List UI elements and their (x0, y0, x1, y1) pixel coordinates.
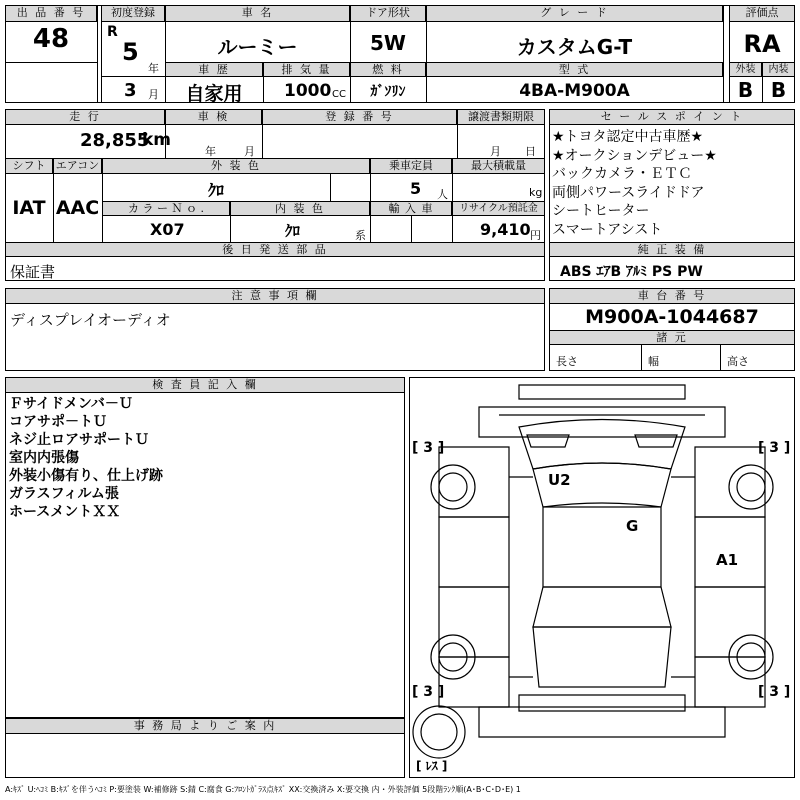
tire-rear-left-value: 3 (423, 684, 434, 700)
recycle-label: リサイクル預託金 (452, 201, 545, 216)
inspector-line: ホースメントＸＸ (9, 504, 121, 520)
capacity: 5 (410, 179, 422, 198)
score-label: 評価点 (729, 5, 795, 22)
recycle: 9,410 (480, 220, 531, 239)
transfer-day-unit: 日 (525, 145, 536, 158)
damage-mark-g: G (626, 517, 639, 535)
car-name-label: 車 名 (165, 5, 350, 22)
grade: カスタムG-T (516, 35, 633, 59)
sales-points-list (552, 128, 792, 239)
car-diagram (409, 377, 795, 778)
sales-point-item: ★オークションデビュー★ (552, 147, 717, 164)
inspector-line: ネジ止ロアサポートＵ (9, 432, 149, 448)
spec-label: 諸 元 (549, 330, 795, 345)
inspector-line: Ｆサイドメンバ－Ｕ (9, 396, 133, 412)
transfer-month-unit: 月 (490, 145, 501, 158)
month: 3 (124, 80, 137, 101)
aircon: AAC (55, 197, 100, 219)
capacity-label: 乗車定員 (370, 158, 452, 174)
exterior-grade: B (737, 78, 754, 102)
displacement-label: 排 気 量 (263, 62, 350, 77)
spare-tire-value: ﾚｽ (425, 759, 438, 773)
first-reg-label: 初度登録 (101, 5, 165, 22)
inspector-line: ガラスフィルム張 (9, 486, 119, 502)
inspector-line: コアサポ－トＵ (9, 414, 107, 430)
fuel: ｶﾞｿﾘﾝ (370, 84, 406, 100)
door-label: ドア形状 (350, 5, 426, 22)
inspection-month-unit: 月 (244, 145, 255, 158)
damage-mark-u2: U2 (548, 471, 571, 489)
damage-mark-a1: A1 (716, 551, 739, 569)
sales-point-item: ★トヨタ認定中古車歴★ (552, 129, 704, 145)
rear-parts-label: 後 日 発 送 部 品 (5, 242, 545, 257)
shift-label: シフト (5, 158, 53, 174)
year-unit: 年 (148, 62, 159, 75)
tire-front-right-value: 3 (769, 440, 780, 456)
inspector-notes (9, 395, 399, 521)
int-color-label: 内 装 色 (230, 201, 370, 216)
max-load-label: 最大積載量 (452, 158, 545, 174)
ext-color: ｸﾛ (207, 181, 224, 200)
notes: ディスプレイオーディオ (10, 311, 171, 329)
exterior-label: 外装 (729, 62, 762, 77)
tire-front-left-value: 3 (423, 440, 434, 456)
tire-front-right: [ 3 ] (758, 440, 791, 456)
month-unit: 月 (148, 88, 159, 101)
year: 5 (122, 38, 139, 66)
sales-points-label: セ ー ル ス ポ イ ン ト (549, 109, 795, 125)
sales-point-item: 両側パワースライドドア (552, 184, 705, 201)
capacity-unit: 人 (437, 188, 448, 201)
color-no-label: カ ラ ー Ｎ ｏ . (102, 201, 230, 216)
tire-rear-right-value: 3 (769, 684, 780, 700)
transfer-doc-label: 譲渡書類期限 (457, 109, 545, 125)
notes-label: 注 意 事 項 欄 (5, 288, 545, 304)
era: R (107, 24, 118, 40)
sales-point-item: スマートアシスト (552, 221, 663, 238)
sales-point-item: シートヒーター (552, 203, 650, 219)
mileage-unit: km (142, 130, 172, 150)
registration-label: 登 録 番 号 (262, 109, 457, 125)
fuel-label: 燃 料 (350, 62, 426, 77)
displacement: 1000 (284, 81, 332, 101)
model: 4BA-M900A (519, 81, 630, 101)
rear-parts: 保証書 (10, 263, 56, 281)
shift: IAT (12, 197, 46, 219)
history-label: 車 歴 (165, 62, 263, 77)
mileage-label: 走 行 (5, 109, 165, 125)
office-label: 事 務 局 よ り ご 案 内 (5, 718, 405, 734)
legend: A:ｷｽﾞ U:ﾍｺﾐ B:ｷｽﾞを伴うﾍｺﾐ P:要塗装 W:補修跡 S:錆 C:腐食 G:ﾌﾛﾝﾄｶﾞﾗｽ点ｷｽﾞ XX:交換済み X:要交換 内・外装評価 5段階ﾗﾝｸ順(A･B･C･D･E) 1 (5, 785, 521, 794)
int-color-unit: 系 (355, 229, 366, 242)
max-load-unit: kg (529, 186, 543, 199)
history: 自家用 (185, 83, 243, 105)
lot-number: 48 (32, 24, 70, 54)
ext-color-label: 外 装 色 (102, 158, 370, 174)
displacement-unit: CC (332, 89, 346, 100)
inspector-line: 外装小傷有り、仕上げ跡 (9, 468, 163, 484)
score: RA (743, 30, 781, 58)
chassis-label: 車 台 番 号 (549, 288, 795, 304)
height-label: 高さ (727, 355, 749, 368)
tire-rear-left: [ 3 ] (412, 684, 445, 700)
spare-tire: [ ﾚｽ ] (416, 759, 448, 773)
chassis-number: M900A-1044687 (585, 306, 759, 328)
tire-front-left: [ 3 ] (412, 440, 445, 456)
equipment-label: 純 正 装 備 (549, 242, 795, 257)
equipment: ABS ｴｱB ｱﾙﾐ PS PW (560, 264, 703, 280)
door: 5W (370, 31, 406, 55)
recycle-unit: 円 (530, 229, 541, 242)
width-label: 幅 (648, 355, 659, 368)
interior-label: 内装 (762, 62, 795, 77)
sales-point-item: バックカメラ・ＥＴＣ (552, 166, 692, 182)
inspector-line: 室内内張傷 (9, 450, 79, 466)
inspector-label: 検 査 員 記 入 欄 (5, 377, 405, 393)
color-no: X07 (150, 220, 185, 239)
inspection-label: 車 検 (165, 109, 262, 125)
aircon-label: エアコン (53, 158, 102, 174)
interior-grade: B (770, 78, 787, 102)
tire-rear-right: [ 3 ] (758, 684, 791, 700)
length-label: 長さ (556, 355, 578, 368)
lot-label: 出 品 番 号 (5, 5, 97, 22)
model-label: 型 式 (426, 62, 723, 77)
mileage: 28,855 (80, 130, 150, 151)
import-label: 輸 入 車 (370, 201, 452, 216)
inspection-year-unit: 年 (205, 145, 216, 158)
car-name: ルーミー (217, 35, 298, 59)
int-color: ｸﾛ (285, 222, 301, 240)
grade-label: グ レ ー ド (426, 5, 723, 22)
